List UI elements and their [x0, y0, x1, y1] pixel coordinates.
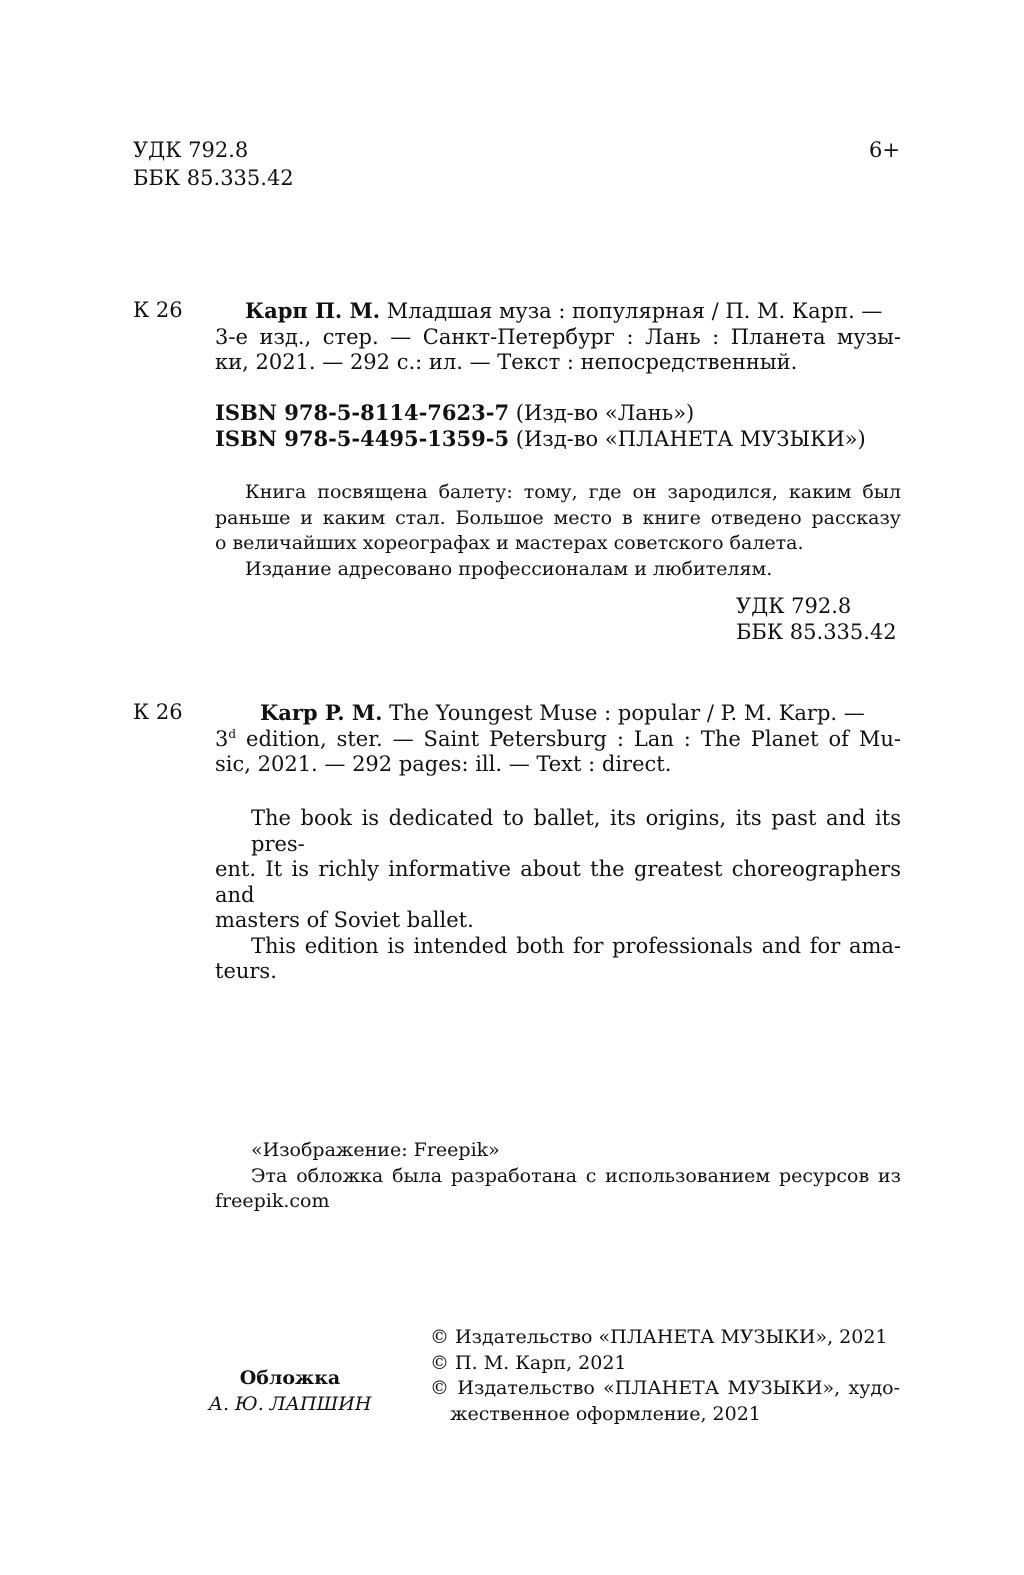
- ru-bibliographic-record: [215, 298, 901, 376]
- en-edition-number: 3: [215, 726, 229, 751]
- en-abstract-line-5: teurs.: [215, 959, 277, 983]
- header-bbk: ББК 85.335.42: [133, 166, 294, 190]
- ru-abstract-line-1: Книга посвящена балету: тому, где он зародился, каким был: [245, 481, 901, 503]
- credit-line-3: freepik.com: [215, 1190, 330, 1212]
- credit-line-1: «Изображение: Freepik»: [251, 1139, 500, 1161]
- ru-abstract-line-3: о величайших хореографах и мастерах советского балета.: [215, 532, 804, 554]
- isbn-planeta: [215, 426, 866, 453]
- en-bibliographic-record: [215, 700, 901, 778]
- isbn-publisher-2: (Изд-во «ПЛАНЕТА МУЗЫКИ»): [515, 427, 866, 451]
- header-udk: УДК 792.8: [133, 138, 249, 162]
- ru-abstract: [215, 480, 901, 582]
- en-title-line: The Youngest Muse : popular / P. M. Karp. —: [389, 701, 865, 725]
- en-abstract-line-2: ent. It is richly informative about the greatest choreographers and: [215, 857, 901, 907]
- ru-udk: УДК 792.8: [736, 594, 852, 618]
- ru-abstract-line-2: раньше и каким стал. Большое место в книге отведено рассказу: [215, 506, 901, 529]
- copyright-block: [430, 1325, 900, 1427]
- en-edition-line: edition, ster. — Saint Petersburg : Lan : The Planet of Mu-: [246, 726, 901, 751]
- copyright-line-3: © Издательство «ПЛАНЕТА МУЗЫКИ», худо-: [430, 1377, 900, 1399]
- credit-line-2: Эта обложка была разработана с использованием ресурсов из: [251, 1164, 901, 1187]
- copyright-line-4: жественное оформление, 2021: [450, 1402, 761, 1425]
- copyright-line-2: © П. М. Карп, 2021: [430, 1351, 627, 1374]
- ru-author-code: К 26: [133, 298, 183, 322]
- en-publication-line: sic, 2021. — 292 pages: ill. — Text : direct.: [215, 752, 672, 776]
- en-edition-suffix: d: [228, 726, 237, 741]
- ru-bbk: ББК 85.335.42: [736, 620, 897, 644]
- isbn-number-2: ISBN 978-5-4495-1359-5: [215, 426, 510, 451]
- image-credit: [215, 1138, 901, 1215]
- ru-author-name: Карп П. М.: [245, 298, 381, 323]
- en-abstract-line-4: This edition is intended both for professionals and for ama-: [251, 933, 901, 958]
- en-author-code: К 26: [133, 700, 183, 724]
- ru-publication-line: ки, 2021. — 292 с.: ил. — Текст : непосредственный.: [215, 350, 798, 374]
- en-abstract-line-1: The book is dedicated to ballet, its origins, its past and its pres-: [251, 806, 901, 856]
- ru-abstract-line-4: Издание адресовано профессионалам и любителям.: [245, 557, 773, 580]
- cover-label: Обложка: [239, 1367, 341, 1389]
- en-abstract-line-3: masters of Soviet ballet.: [215, 908, 474, 932]
- en-author-name: Karp P. M.: [260, 700, 383, 725]
- cover-designer: А. Ю. ЛАПШИН: [208, 1393, 372, 1415]
- isbn-number-1: ISBN 978-5-8114-7623-7: [215, 400, 510, 425]
- isbn-lan: [215, 400, 694, 427]
- isbn-publisher-1: (Изд-во «Лань»): [515, 401, 695, 425]
- ru-title-line: Младшая муза : популярная / П. М. Карп. —: [386, 299, 883, 323]
- en-abstract: [215, 806, 901, 985]
- ru-edition-line: 3-е изд., стер. — Санкт-Петербург : Лань : Планета музы-: [215, 324, 901, 349]
- age-rating: 6+: [869, 138, 900, 162]
- copyright-line-1: © Издательство «ПЛАНЕТА МУЗЫКИ», 2021: [430, 1326, 888, 1348]
